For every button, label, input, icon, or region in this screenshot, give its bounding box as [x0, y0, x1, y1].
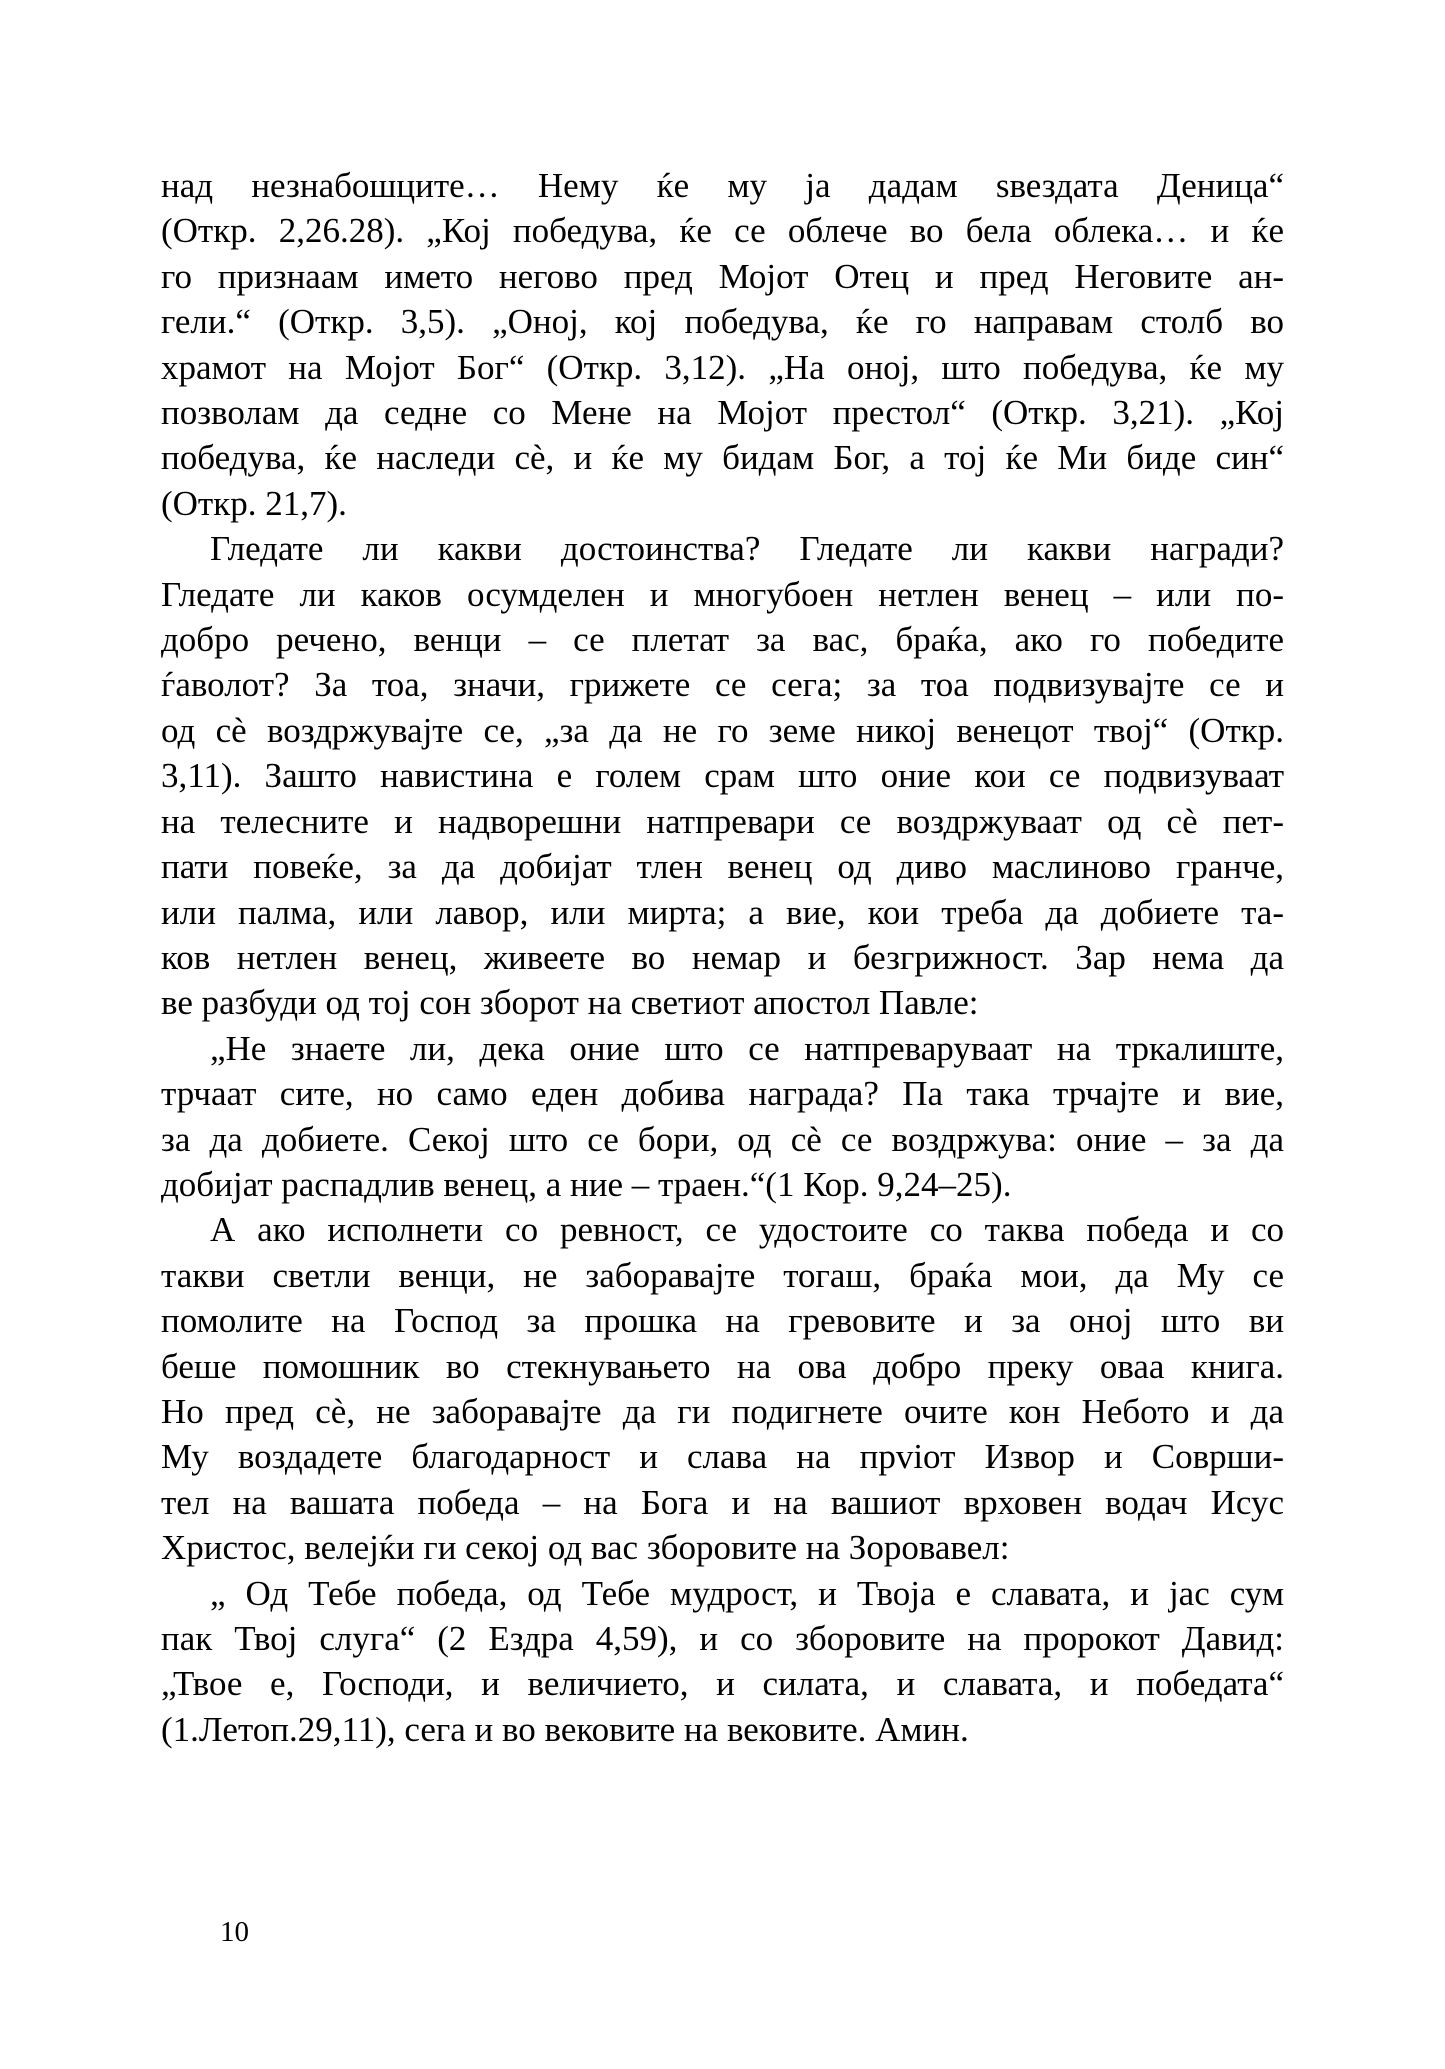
body-text — [161, 163, 1284, 1752]
text-line: (Откр. 21,7). — [161, 483, 347, 523]
text-line: Гледате ли какви достоинства? Гледате ли какви награди? — [210, 529, 1284, 569]
paragraph — [161, 1026, 1284, 1208]
text-line: за да добиете. Секој што се бори, од сè се воздржува: оние – за да — [161, 1119, 1284, 1159]
text-line: над незнабошците… Нему ќе му ја дадам ѕвездата Деница“ — [161, 166, 1284, 205]
text-line: помолите на Господ за прошка на гревовите и за оној што ви — [161, 1301, 1284, 1341]
text-line: ве разбуди од тој сон зборот на светиот апостол Павле: — [161, 983, 979, 1023]
text-line: Христос, велејќи ги секој од вас зборовите на Зоровавел: — [161, 1528, 1010, 1568]
text-line: Му воздадете благодарност и слава на прviот Извор и Соврши- — [161, 1437, 1284, 1477]
paragraph — [161, 1571, 1284, 1753]
text-line: или палма, или лавор, или мирта; а вие, кои треба да добиете та- — [161, 892, 1284, 932]
text-line: 3,11). Зашто навистина е голем срам што оние кои се подвизуваат — [161, 756, 1284, 796]
text-line: гели.“ (Откр. 3,5). „Оној, кој победува, ќе го направам столб во — [161, 302, 1284, 342]
text-line: храмот на Мојот Бог“ (Откр. 3,12). „На оној, што победува, ќе му — [161, 347, 1284, 387]
text-line: Но пред сè, не заборавајте да ги подигнете очите кон Небото и да — [161, 1391, 1284, 1431]
page-number: 10 — [220, 1916, 249, 1948]
text-line: такви светли венци, не заборавајте тогаш, браќа мои, да Му се — [161, 1255, 1284, 1295]
text-line: „ Од Тебе победа, од Тебе мудрост, и Твоја е славата, и јас сум — [210, 1573, 1284, 1613]
text-line: добро речено, венци – се плетат за вас, браќа, ако го победите — [161, 620, 1284, 660]
text-line: ѓаволот? За тоа, значи, грижете се сега; за тоа подвизувајте се и — [161, 665, 1284, 705]
text-line: „Твое е, Господи, и величието, и силата, и славата, и победата“ — [161, 1664, 1284, 1704]
paragraph — [161, 163, 1284, 526]
text-line: (Откр. 2,26.28). „Кој победува, ќе се облече во бела облека… и ќе — [161, 211, 1284, 251]
text-line: победува, ќе наследи сè, и ќе му бидам Бог, а тој ќе Ми биде син“ — [161, 438, 1284, 478]
text-line: го признаам името негово пред Мојот Отец и пред Неговите ан- — [161, 256, 1284, 296]
text-line: добијат распадлив венец, а ние – траен.“(1 Кор. 9,24–25). — [161, 1164, 1012, 1204]
paragraph — [161, 1207, 1284, 1570]
text-line: од сè воздржувајте се, „за да не го земе никој венецот твој“ (Откр. — [161, 710, 1284, 750]
text-line: пак Твој слуга“ (2 Ездра 4,59), и со зборовите на пророкот Давид: — [161, 1619, 1284, 1658]
text-line: позволам да седне со Мене на Мојот престол“ (Откр. 3,21). „Кој — [161, 393, 1284, 433]
paragraph — [161, 526, 1284, 1025]
text-line: „Не знаете ли, дека оние што се натпреваруваат на тркалиште, — [210, 1028, 1284, 1068]
text-line: трчаат сите, но само еден добива награда? Па така трчајте и вие, — [161, 1074, 1284, 1114]
text-line: тел на вашата победа – на Бога и на вашиот врховен водач Исус — [161, 1482, 1284, 1522]
text-line: (1.Летоп.29,11), сега и во вековите на вековите. Амин. — [161, 1709, 969, 1749]
text-line: на телесните и надворешни натпревари се воздржуваат од сè пет- — [161, 801, 1284, 841]
text-line: беше помошник во стекнувањето на ова добро преку оваа книга. — [161, 1346, 1284, 1386]
text-line: пати повеќе, за да добијат тлен венец од диво маслиново гранче, — [161, 847, 1284, 887]
text-line: А ако исполнети со ревност, се удостоите со таква победа и со — [210, 1210, 1284, 1250]
text-line: ков нетлен венец, живеете во немар и безгрижност. Зар нема да — [161, 937, 1284, 977]
text-line: Гледате ли каков осумделен и многубоен нетлен венец – или по- — [161, 574, 1284, 614]
